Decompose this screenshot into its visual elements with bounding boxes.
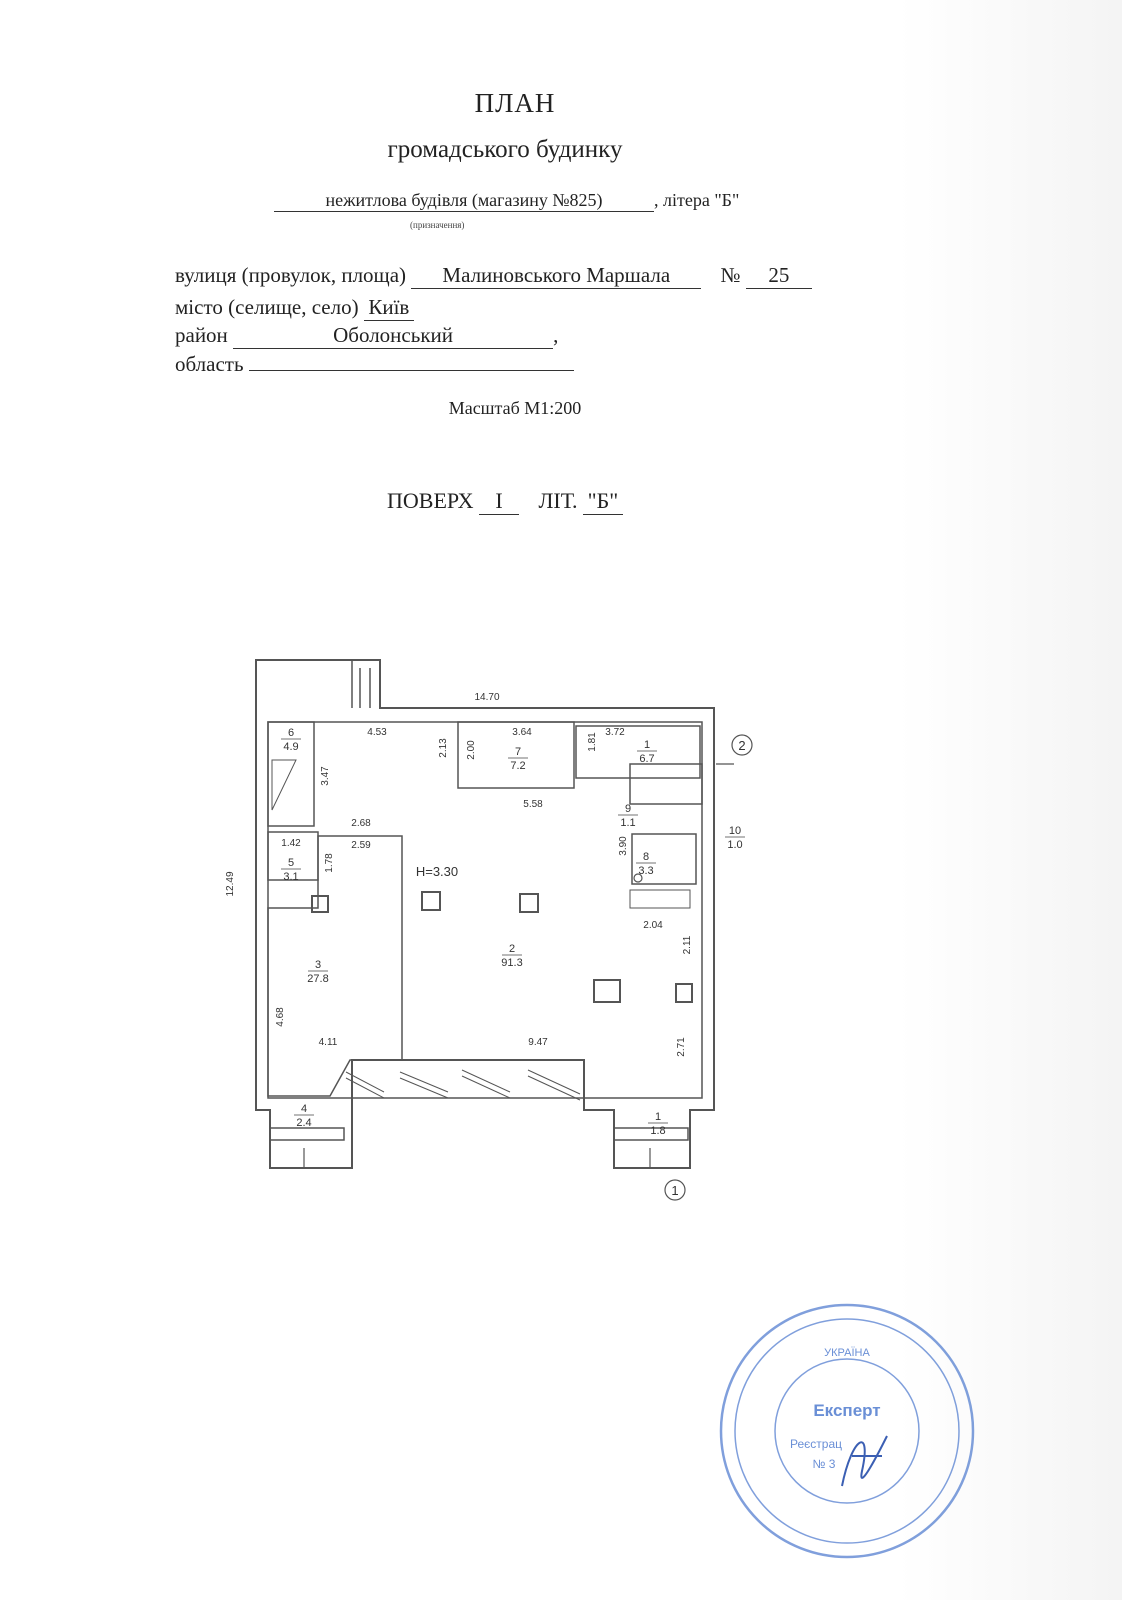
column: [676, 984, 692, 1002]
room-area: 91.3: [501, 957, 523, 969]
dimension-label: 2.71: [676, 1037, 687, 1057]
room-number: 1: [654, 1111, 662, 1123]
dimension-label: 4.68: [275, 1007, 286, 1027]
room-number: 2: [508, 943, 516, 955]
entrance-4: [270, 1128, 344, 1140]
street-label: вулиця (провулок, площа): [175, 263, 407, 287]
dimension-label: 3.72: [605, 727, 625, 738]
stamp-inner-ring: [775, 1359, 919, 1503]
street-value: Малиновського Маршала: [411, 263, 701, 289]
room-number: 4: [300, 1103, 308, 1115]
document-subtitle: громадського будинку: [387, 136, 623, 163]
dimension-label: 2.13: [438, 738, 449, 758]
signature-mark: [842, 1436, 887, 1486]
column: [312, 896, 328, 912]
room-number: 6: [287, 727, 295, 739]
room-number: 5: [287, 857, 295, 869]
dimension-label: 2.00: [466, 740, 477, 760]
room-area: 6.7: [639, 753, 655, 765]
dimension-label: 2.59: [351, 840, 371, 851]
dimension-label: 1.42: [281, 838, 301, 849]
stamp-center-text: Експерт: [813, 1401, 881, 1420]
dimension-label: 12.49: [225, 871, 236, 897]
column: [520, 894, 538, 912]
room-number: 10: [728, 825, 742, 837]
dimension-label: 4.11: [318, 1037, 338, 1048]
city-label: місто (селище, село): [175, 295, 359, 319]
number-value: 25: [746, 263, 812, 289]
room-area: 3.1: [283, 871, 299, 883]
room-number: 7: [514, 746, 522, 758]
dimension-label: 2.68: [351, 818, 371, 829]
room-area: 7.2: [510, 760, 526, 772]
lit-label: ЛІТ.: [538, 488, 578, 513]
entrance-marker-number: 2: [738, 738, 746, 753]
facade-windows: [346, 1070, 580, 1100]
stamp-line2: Реєстрац: [790, 1437, 842, 1451]
entrance-marker-number: 1: [671, 1183, 679, 1198]
toilets-block: [630, 764, 702, 804]
floor-value: I: [479, 488, 519, 515]
stamp-ring-text: УКРАЇНА: [824, 1347, 870, 1359]
room-area: 4.9: [283, 741, 299, 753]
room-area: 27.8: [307, 973, 329, 985]
purpose-caption: (призначення): [410, 220, 465, 230]
room-area: 1.0: [727, 839, 743, 851]
room-number: 3: [314, 959, 322, 971]
lit-value: "Б": [583, 488, 623, 515]
floor-label: ПОВЕРХ: [387, 488, 474, 513]
column: [594, 980, 620, 1002]
dimension-label: 4.53: [367, 727, 387, 738]
dimension-label: 1.78: [324, 853, 335, 873]
column: [422, 892, 440, 910]
dimension-label: 3.90: [618, 836, 629, 856]
scale-label: Масштаб М1:200: [448, 398, 582, 418]
dimension-label: 5.58: [523, 799, 543, 810]
litera-label: , літера "Б": [654, 190, 740, 210]
dimension-label: 1.81: [587, 732, 598, 752]
dimension-label: 9.47: [528, 1037, 548, 1048]
region-label: область: [175, 352, 244, 376]
room-area: 1.8: [650, 1125, 666, 1137]
district-value: Оболонський: [233, 323, 553, 349]
room-number: 8: [642, 851, 650, 863]
city-value: Київ: [364, 295, 414, 321]
room-area: 3.3: [638, 865, 654, 877]
document-title: ПЛАН: [474, 88, 556, 118]
stair-top: [352, 660, 370, 708]
counter-block: [630, 890, 690, 908]
dimension-label: 2.11: [682, 935, 693, 955]
stamp-outer-ring: [721, 1305, 973, 1557]
room-6-stairs: [272, 760, 296, 810]
district-label: район: [175, 323, 228, 347]
stamp-line3: № 3: [812, 1457, 836, 1471]
stamp: [712, 1296, 982, 1566]
room-area: 1.1: [620, 817, 636, 829]
district-suffix: ,: [553, 323, 559, 347]
dimension-label: 2.04: [643, 920, 663, 931]
outer-wall: [256, 660, 714, 1168]
room-area: 2.4: [296, 1117, 312, 1129]
dimension-label: 3.64: [512, 727, 532, 738]
room-number: 9: [624, 803, 632, 815]
dimension-label: 14.70: [474, 692, 500, 703]
ceiling-height-label: H=3.30: [415, 864, 459, 879]
purpose-value: нежитлова будівля (магазину №825): [274, 190, 654, 212]
number-label: №: [720, 263, 741, 287]
room-number: 1: [643, 739, 651, 751]
dimension-label: 3.47: [320, 766, 331, 786]
